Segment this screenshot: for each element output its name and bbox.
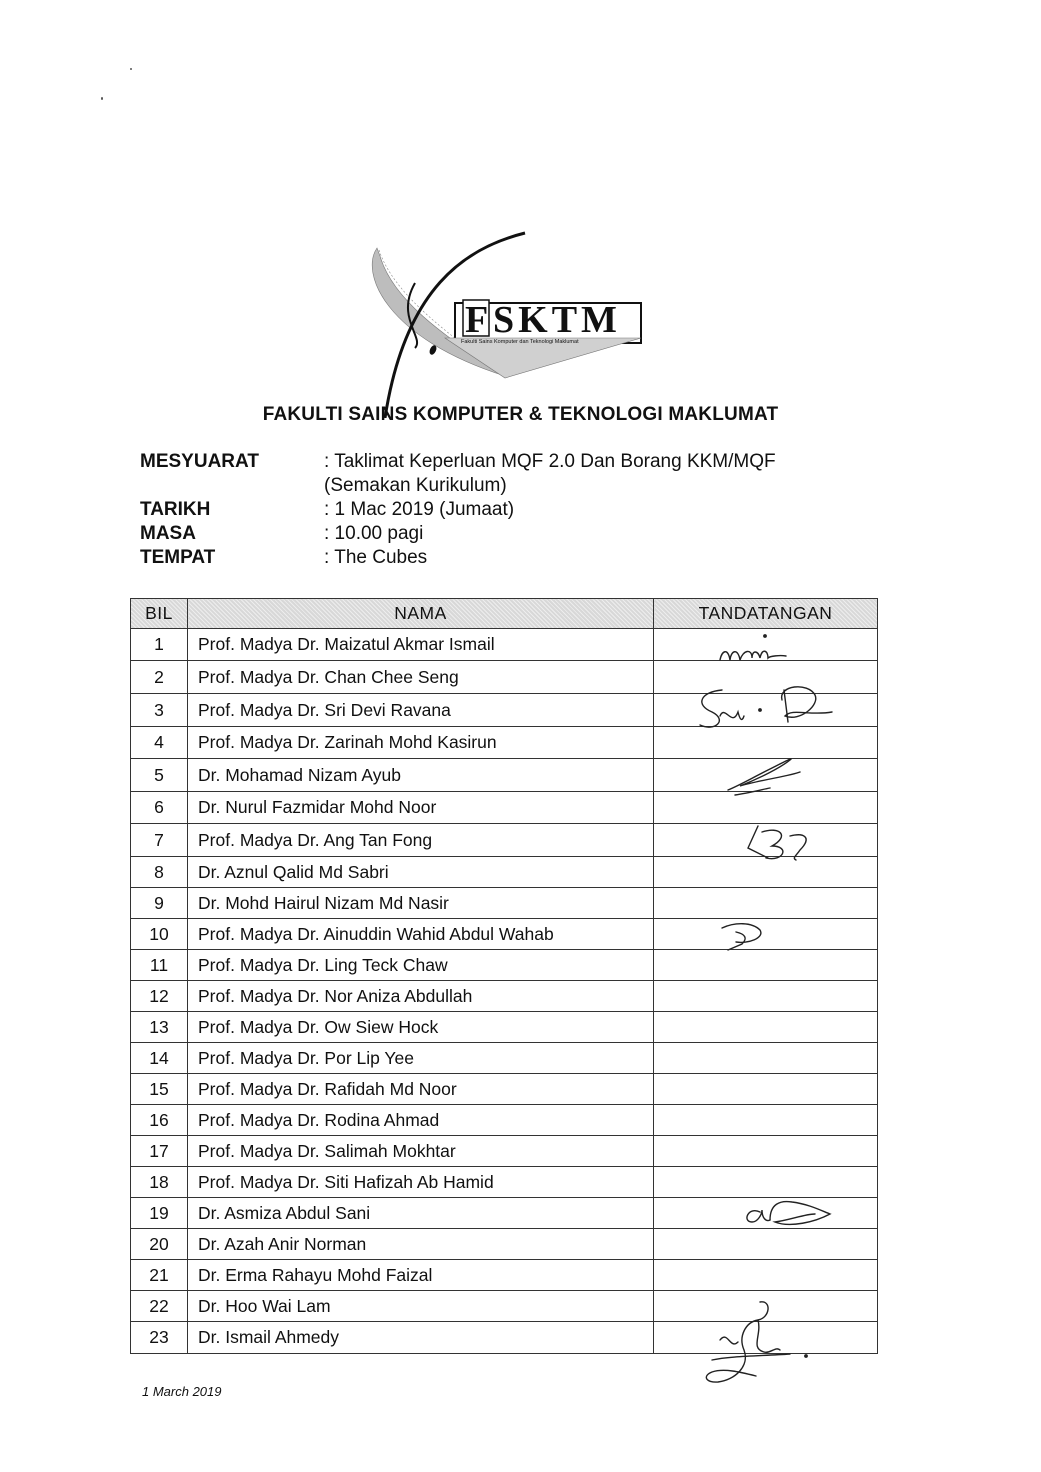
table-row	[131, 1043, 878, 1074]
signature-cell	[654, 1136, 878, 1167]
attendance-table	[130, 598, 878, 1354]
row-number: 20	[131, 1229, 188, 1260]
row-name: Prof. Madya Dr. Siti Hafizah Ab Hamid	[188, 1167, 654, 1198]
signature-cell	[654, 1167, 878, 1198]
row-number: 15	[131, 1074, 188, 1105]
signature-cell	[654, 629, 878, 661]
row-name: Dr. Ismail Ahmedy	[188, 1322, 654, 1354]
signature-cell	[654, 1105, 878, 1136]
row-number: 1	[131, 629, 188, 661]
signature-cell	[654, 661, 878, 694]
table-row	[131, 629, 878, 661]
row-number: 21	[131, 1260, 188, 1291]
row-number: 16	[131, 1105, 188, 1136]
row-number: 7	[131, 824, 188, 857]
table-row	[131, 888, 878, 919]
row-number: 22	[131, 1291, 188, 1322]
svg-text:SKTM: SKTM	[493, 299, 621, 341]
svg-text:Fakulti Sains Komputer dan Tek: Fakulti Sains Komputer dan Teknologi Maklumat	[461, 339, 579, 345]
table-row	[131, 1167, 878, 1198]
masa-value: : 10.00 pagi	[324, 523, 424, 544]
signature-cell	[654, 981, 878, 1012]
table-row	[131, 1012, 878, 1043]
row-name: Dr. Erma Rahayu Mohd Faizal	[188, 1260, 654, 1291]
row-number: 3	[131, 694, 188, 727]
signature-cell	[654, 1198, 878, 1229]
table-row	[131, 759, 878, 792]
signature-cell	[654, 1291, 878, 1322]
row-number: 9	[131, 888, 188, 919]
row-number: 18	[131, 1167, 188, 1198]
row-number: 19	[131, 1198, 188, 1229]
table-row	[131, 1260, 878, 1291]
row-name: Prof. Madya Dr. Ling Teck Chaw	[188, 950, 654, 981]
row-name: Prof. Madya Dr. Sri Devi Ravana	[188, 694, 654, 727]
signature-cell	[654, 1260, 878, 1291]
row-name: Dr. Azah Anir Norman	[188, 1229, 654, 1260]
row-name: Dr. Mohamad Nizam Ayub	[188, 759, 654, 792]
table-row	[131, 950, 878, 981]
row-name: Dr. Hoo Wai Lam	[188, 1291, 654, 1322]
mesyuarat-label: MESYUARAT	[140, 451, 259, 472]
signature-cell	[654, 857, 878, 888]
row-number: 12	[131, 981, 188, 1012]
meeting-details	[140, 450, 884, 570]
signature-cell	[654, 727, 878, 759]
signature-cell	[654, 792, 878, 824]
table-row	[131, 1136, 878, 1167]
row-name: Prof. Madya Dr. Por Lip Yee	[188, 1043, 654, 1074]
tempat-value: : The Cubes	[324, 547, 428, 568]
row-number: 23	[131, 1322, 188, 1354]
row-name: Prof. Madya Dr. Nor Aniza Abdullah	[188, 981, 654, 1012]
header-nama: NAMA	[188, 599, 654, 629]
table-row	[131, 1291, 878, 1322]
table-row	[131, 1198, 878, 1229]
tempat-label: TEMPAT	[140, 547, 216, 568]
row-number: 17	[131, 1136, 188, 1167]
table-row	[131, 981, 878, 1012]
header-bil: BIL	[131, 599, 188, 629]
footer-date: 1 March 2019	[142, 1384, 222, 1399]
row-number: 10	[131, 919, 188, 950]
scan-speck	[101, 97, 103, 100]
row-number: 4	[131, 727, 188, 759]
table-header-row	[131, 599, 878, 629]
table-row	[131, 792, 878, 824]
table-row	[131, 727, 878, 759]
row-name: Dr. Nurul Fazmidar Mohd Noor	[188, 792, 654, 824]
table-row	[131, 661, 878, 694]
row-name: Prof. Madya Dr. Rodina Ahmad	[188, 1105, 654, 1136]
table-row	[131, 1322, 878, 1354]
signature-cell	[654, 1012, 878, 1043]
masa-label: MASA	[140, 523, 196, 544]
table-row	[131, 919, 878, 950]
table-row	[131, 824, 878, 857]
table-row	[131, 1105, 878, 1136]
row-name: Prof. Madya Dr. Zarinah Mohd Kasirun	[188, 727, 654, 759]
header-tandatangan: TANDATANGAN	[654, 599, 878, 629]
row-number: 6	[131, 792, 188, 824]
row-name: Prof. Madya Dr. Chan Chee Seng	[188, 661, 654, 694]
signature-cell	[654, 950, 878, 981]
row-name: Dr. Asmiza Abdul Sani	[188, 1198, 654, 1229]
signature-cell	[654, 1322, 878, 1354]
row-name: Prof. Madya Dr. Ow Siew Hock	[188, 1012, 654, 1043]
row-number: 5	[131, 759, 188, 792]
svg-text:F: F	[465, 299, 489, 341]
row-name: Prof. Madya Dr. Ainuddin Wahid Abdul Wahab	[188, 919, 654, 950]
row-number: 2	[131, 661, 188, 694]
table-row	[131, 1074, 878, 1105]
signature-cell	[654, 1043, 878, 1074]
signature-cell	[654, 919, 878, 950]
signature-cell	[654, 1229, 878, 1260]
mesyuarat-value-line-2: (Semakan Kurikulum)	[324, 475, 507, 496]
signature-cell	[654, 888, 878, 919]
tarikh-value: : 1 Mac 2019 (Jumaat)	[324, 499, 515, 520]
table-row	[131, 1229, 878, 1260]
row-name: Prof. Madya Dr. Ang Tan Fong	[188, 824, 654, 857]
signature-cell	[654, 759, 878, 792]
row-name: Prof. Madya Dr. Maizatul Akmar Ismail	[188, 629, 654, 661]
row-name: Prof. Madya Dr. Salimah Mokhtar	[188, 1136, 654, 1167]
tarikh-label: TARIKH	[140, 499, 211, 520]
fsktm-logo	[355, 228, 655, 418]
table-row	[131, 694, 878, 727]
row-name: Dr. Mohd Hairul Nizam Md Nasir	[188, 888, 654, 919]
faculty-title: FAKULTI SAINS KOMPUTER & TEKNOLOGI MAKLUMAT	[262, 404, 779, 425]
row-number: 14	[131, 1043, 188, 1074]
signature-cell	[654, 1074, 878, 1105]
scan-speck	[130, 68, 132, 70]
table-row	[131, 857, 878, 888]
row-number: 11	[131, 950, 188, 981]
row-number: 13	[131, 1012, 188, 1043]
mesyuarat-value: : Taklimat Keperluan MQF 2.0 Dan Borang KKM/MQF	[324, 451, 776, 472]
signature-cell	[654, 694, 878, 727]
row-name: Prof. Madya Dr. Rafidah Md Noor	[188, 1074, 654, 1105]
row-number: 8	[131, 857, 188, 888]
row-name: Dr. Aznul Qalid Md Sabri	[188, 857, 654, 888]
signature-cell	[654, 824, 878, 857]
